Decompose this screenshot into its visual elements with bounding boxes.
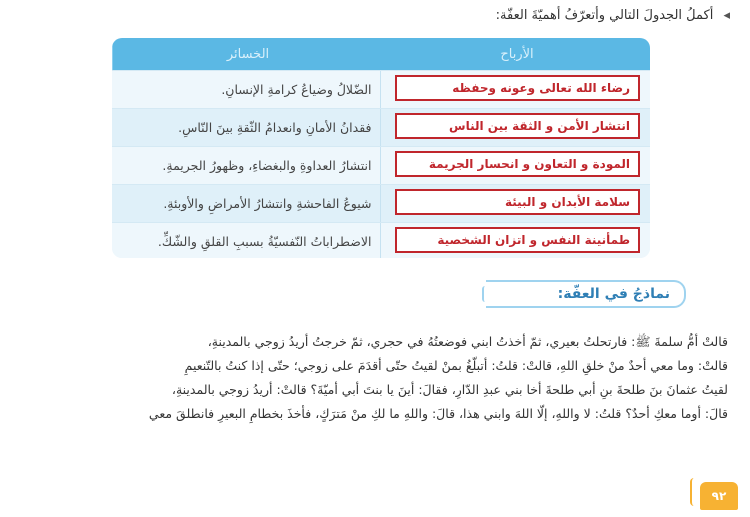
loss-cell: انتشارُ العداوةِ والبغضاءِ، وظهورُ الجريمةِ.: [162, 158, 372, 173]
loss-cell: الاضطراباتُ النّفسيّةُ بسببِ القلقِ والشّكِّ.: [157, 234, 372, 249]
gain-cell: [380, 71, 650, 108]
gain-answer-box[interactable]: رضاء الله تعالى وعونه وحفظه: [395, 75, 640, 101]
page-marker-decoration: [690, 478, 700, 506]
page-number: ٩٢: [700, 482, 738, 510]
section-title: نماذجُ في العفّة:: [486, 280, 686, 308]
table-row: [112, 222, 650, 258]
gain-cell: [380, 109, 650, 146]
gain-answer-box[interactable]: سلامة الأبدان و البيئة: [395, 189, 640, 215]
gain-cell: [380, 147, 650, 184]
table-body: [112, 70, 650, 258]
bullet-icon: ◂: [723, 8, 730, 23]
loss-cell: الضّلالُ وضياعُ كرامةِ الإنسانِ.: [221, 82, 372, 97]
table-row: [112, 184, 650, 222]
table-row: [112, 146, 650, 184]
table-row: [112, 108, 650, 146]
story-line: قالَ: أوما معكِ أحدٌ؟ قلتُ: لا واللهِ، إلّا اللهَ وابني هذا، قالَ: واللهِ ما لكِ منْ مَترَكٍ، فأخذَ بخطامِ البعيرِ فانطلقَ معي: [148, 406, 728, 421]
instruction-text: أكملُ الجدولَ التالي وأتعرّفُ أهميّةَ العفّة:: [495, 8, 714, 23]
gain-cell: [380, 185, 650, 222]
gain-answer-box[interactable]: طمأنينة النفس و اتزان الشخصية: [395, 227, 640, 253]
gain-cell: [380, 223, 650, 258]
gain-answer-box[interactable]: المودة و التعاون و انحسار الجريمة: [395, 151, 640, 177]
gains-losses-table: [112, 38, 650, 258]
table-header: [112, 38, 650, 70]
instruction: [370, 6, 730, 26]
loss-cell: فقدانُ الأمانِ وانعدامُ الثّقةِ بينَ النّاسِ.: [178, 120, 372, 135]
story-text: [88, 330, 728, 426]
header-gains: الأرباح: [500, 46, 534, 62]
story-line: قالتْ: وما معي أحدٌ منْ خلقِ اللهِ، قالتْ: قلتُ: أتبلّغُ بمنْ لقيتُ حتّى أقدَمَ على زوجي؛ حتّى إذا كنتُ بالتّنعيمِ: [184, 358, 728, 373]
header-losses: الخسائر: [112, 38, 383, 70]
story-line: لقيتُ عثمانَ بنَ طلحةَ بنِ أبي طلحةَ أخا بني عبدِ الدّارِ، فقالَ: أينَ يا بنتَ أبي أميّةَ؟ قالتْ: أريدُ زوجي بالمدينةِ،: [171, 382, 728, 397]
loss-cell: شيوعُ الفاحشةِ وانتشارُ الأمراضِ والأوبئةِ.: [163, 196, 372, 211]
story-line: قالتْ أمُّ سلمةَ ﷺ: فارتحلتُ بعيري، ثمّ أخذتُ ابني فوضعتُهُ في حجري، ثمّ خرجتُ أريدُ زوجي بالمدينةِ،: [207, 334, 728, 349]
table-row: [112, 70, 650, 108]
gain-answer-box[interactable]: انتشار الأمن و الثقة بين الناس: [395, 113, 640, 139]
